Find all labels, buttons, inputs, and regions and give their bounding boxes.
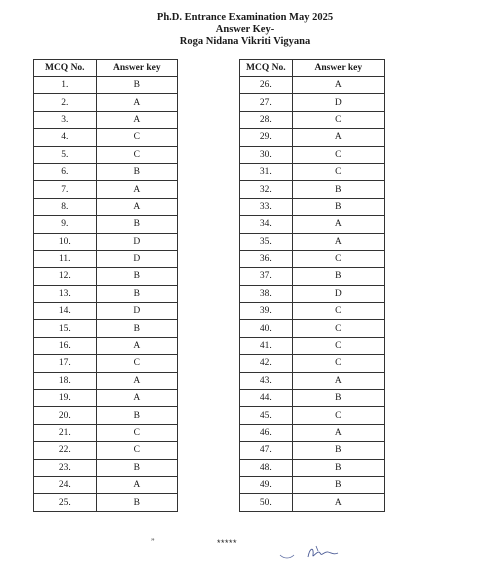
answer-cell: A [292, 77, 384, 94]
mcq-number-cell: 33. [240, 198, 293, 215]
mcq-number-cell: 39. [240, 303, 293, 320]
mcq-number-cell: 30. [240, 146, 293, 163]
mcq-number-cell: 43. [240, 372, 293, 389]
answer-cell: D [96, 233, 177, 250]
table-row [34, 372, 178, 389]
answer-cell: B [96, 77, 177, 94]
mcq-number-cell: 26. [240, 77, 293, 94]
table-row [240, 268, 385, 285]
mcq-number-cell: 22. [34, 442, 97, 459]
table-row [240, 303, 385, 320]
table-row [34, 268, 178, 285]
table-row [34, 320, 178, 337]
mcq-number-cell: 12. [34, 268, 97, 285]
answer-cell: C [292, 111, 384, 128]
mcq-number-cell: 47. [240, 442, 293, 459]
table-row [240, 129, 385, 146]
table-row [34, 390, 178, 407]
document-header [0, 12, 490, 48]
mcq-number-cell: 50. [240, 494, 293, 511]
mcq-number-cell: 29. [240, 129, 293, 146]
answer-cell: D [96, 250, 177, 267]
mcq-number-cell: 48. [240, 459, 293, 476]
mcq-number-cell: 18. [34, 372, 97, 389]
mcq-number-cell: 24. [34, 476, 97, 493]
table-row [34, 129, 178, 146]
table-row [34, 407, 178, 424]
mcq-number-cell: 41. [240, 337, 293, 354]
answer-cell: A [292, 372, 384, 389]
table-row [240, 216, 385, 233]
answer-cell: C [96, 146, 177, 163]
mcq-column-header: MCQ No. [240, 60, 293, 77]
answer-cell: A [292, 233, 384, 250]
answer-cell: C [292, 163, 384, 180]
table-row [34, 216, 178, 233]
answer-column-header: Answer key [96, 60, 177, 77]
answer-cell: B [292, 390, 384, 407]
table-row [34, 476, 178, 493]
answer-cell: B [96, 216, 177, 233]
answer-cell: A [292, 216, 384, 233]
table-row [34, 442, 178, 459]
mcq-number-cell: 14. [34, 303, 97, 320]
mcq-number-cell: 45. [240, 407, 293, 424]
answer-cell: A [96, 181, 177, 198]
table-row [240, 94, 385, 111]
answer-cell: B [96, 163, 177, 180]
table-row [240, 181, 385, 198]
answer-key-heading: Answer Key- [215, 24, 275, 35]
mcq-number-cell: 1. [34, 77, 97, 94]
answer-cell: B [292, 442, 384, 459]
mcq-number-cell: 37. [240, 268, 293, 285]
table-row [34, 459, 178, 476]
exam-title: Ph.D. Entrance Examination May 2025 [156, 12, 334, 23]
table-row [240, 233, 385, 250]
table-row [240, 390, 385, 407]
answer-cell: B [292, 476, 384, 493]
answer-cell: C [292, 250, 384, 267]
mcq-number-cell: 4. [34, 129, 97, 146]
mcq-number-cell: 44. [240, 390, 293, 407]
table-row [34, 77, 178, 94]
table-row [240, 111, 385, 128]
table-row [240, 424, 385, 441]
subject-title: Roga Nidana Vikriti Vigyana [179, 36, 311, 47]
answer-cell: B [96, 285, 177, 302]
table-row [34, 494, 178, 511]
mcq-number-cell: 34. [240, 216, 293, 233]
table-row [34, 250, 178, 267]
end-marker: ***** [217, 538, 238, 548]
mcq-number-cell: 28. [240, 111, 293, 128]
answer-cell: B [96, 459, 177, 476]
answer-cell: A [96, 94, 177, 111]
answer-cell: C [292, 407, 384, 424]
mcq-number-cell: 7. [34, 181, 97, 198]
table-row [240, 198, 385, 215]
table-row [34, 181, 178, 198]
table-row [240, 337, 385, 354]
mcq-number-cell: 8. [34, 198, 97, 215]
mcq-number-cell: 27. [240, 94, 293, 111]
table-row [34, 355, 178, 372]
table-row [240, 77, 385, 94]
table-row [240, 250, 385, 267]
mcq-number-cell: 2. [34, 94, 97, 111]
answer-cell: C [292, 355, 384, 372]
mcq-number-cell: 49. [240, 476, 293, 493]
answer-cell: C [292, 320, 384, 337]
answer-cell: A [96, 476, 177, 493]
answer-cell: A [96, 198, 177, 215]
mcq-number-cell: 32. [240, 181, 293, 198]
answer-cell: B [96, 320, 177, 337]
table-row [240, 320, 385, 337]
mcq-number-cell: 17. [34, 355, 97, 372]
mcq-number-cell: 19. [34, 390, 97, 407]
table-row [34, 111, 178, 128]
table-row [34, 303, 178, 320]
mcq-number-cell: 3. [34, 111, 97, 128]
table-header-row [240, 60, 385, 77]
signature-icon [278, 543, 358, 561]
mcq-number-cell: 23. [34, 459, 97, 476]
answer-cell: A [292, 494, 384, 511]
table-row [240, 459, 385, 476]
answer-cell: C [96, 442, 177, 459]
mcq-number-cell: 13. [34, 285, 97, 302]
answer-cell: B [292, 198, 384, 215]
table-row [240, 442, 385, 459]
mcq-number-cell: 31. [240, 163, 293, 180]
table-row [240, 355, 385, 372]
answer-cell: C [96, 129, 177, 146]
table-header-row [34, 60, 178, 77]
answer-cell: D [292, 94, 384, 111]
answer-cell: A [96, 372, 177, 389]
answer-cell: C [292, 337, 384, 354]
mcq-number-cell: 40. [240, 320, 293, 337]
mcq-number-cell: 25. [34, 494, 97, 511]
table-row [240, 285, 385, 302]
table-row [34, 424, 178, 441]
table-row [240, 407, 385, 424]
table-row [240, 163, 385, 180]
answer-cell: C [292, 303, 384, 320]
answer-cell: A [96, 390, 177, 407]
table-row [34, 233, 178, 250]
table-row [34, 285, 178, 302]
answer-table-left [33, 59, 178, 512]
answer-cell: C [96, 424, 177, 441]
mcq-number-cell: 35. [240, 233, 293, 250]
mcq-number-cell: 5. [34, 146, 97, 163]
mcq-number-cell: 10. [34, 233, 97, 250]
answer-cell: A [96, 337, 177, 354]
mcq-number-cell: 42. [240, 355, 293, 372]
tick-mark: ” [151, 537, 155, 546]
table-row [34, 337, 178, 354]
answer-cell: B [292, 459, 384, 476]
mcq-number-cell: 16. [34, 337, 97, 354]
mcq-column-header: MCQ No. [34, 60, 97, 77]
mcq-number-cell: 21. [34, 424, 97, 441]
answer-cell: B [292, 268, 384, 285]
table-row [34, 198, 178, 215]
answer-cell: A [96, 111, 177, 128]
answer-cell: D [292, 285, 384, 302]
answer-cell: C [96, 355, 177, 372]
answer-table-right [239, 59, 385, 512]
mcq-number-cell: 20. [34, 407, 97, 424]
mcq-number-cell: 15. [34, 320, 97, 337]
mcq-number-cell: 38. [240, 285, 293, 302]
table-row [34, 146, 178, 163]
answer-cell: B [292, 181, 384, 198]
table-row [34, 94, 178, 111]
mcq-number-cell: 9. [34, 216, 97, 233]
table-row [240, 494, 385, 511]
table-row [240, 476, 385, 493]
answer-cell: A [292, 424, 384, 441]
mcq-number-cell: 46. [240, 424, 293, 441]
answer-cell: A [292, 129, 384, 146]
answer-cell: B [96, 494, 177, 511]
table-row [34, 163, 178, 180]
answer-cell: B [96, 407, 177, 424]
answer-cell: D [96, 303, 177, 320]
mcq-number-cell: 36. [240, 250, 293, 267]
mcq-number-cell: 11. [34, 250, 97, 267]
mcq-number-cell: 6. [34, 163, 97, 180]
answer-cell: B [96, 268, 177, 285]
table-row [240, 146, 385, 163]
answer-cell: C [292, 146, 384, 163]
table-row [240, 372, 385, 389]
answer-column-header: Answer key [292, 60, 384, 77]
